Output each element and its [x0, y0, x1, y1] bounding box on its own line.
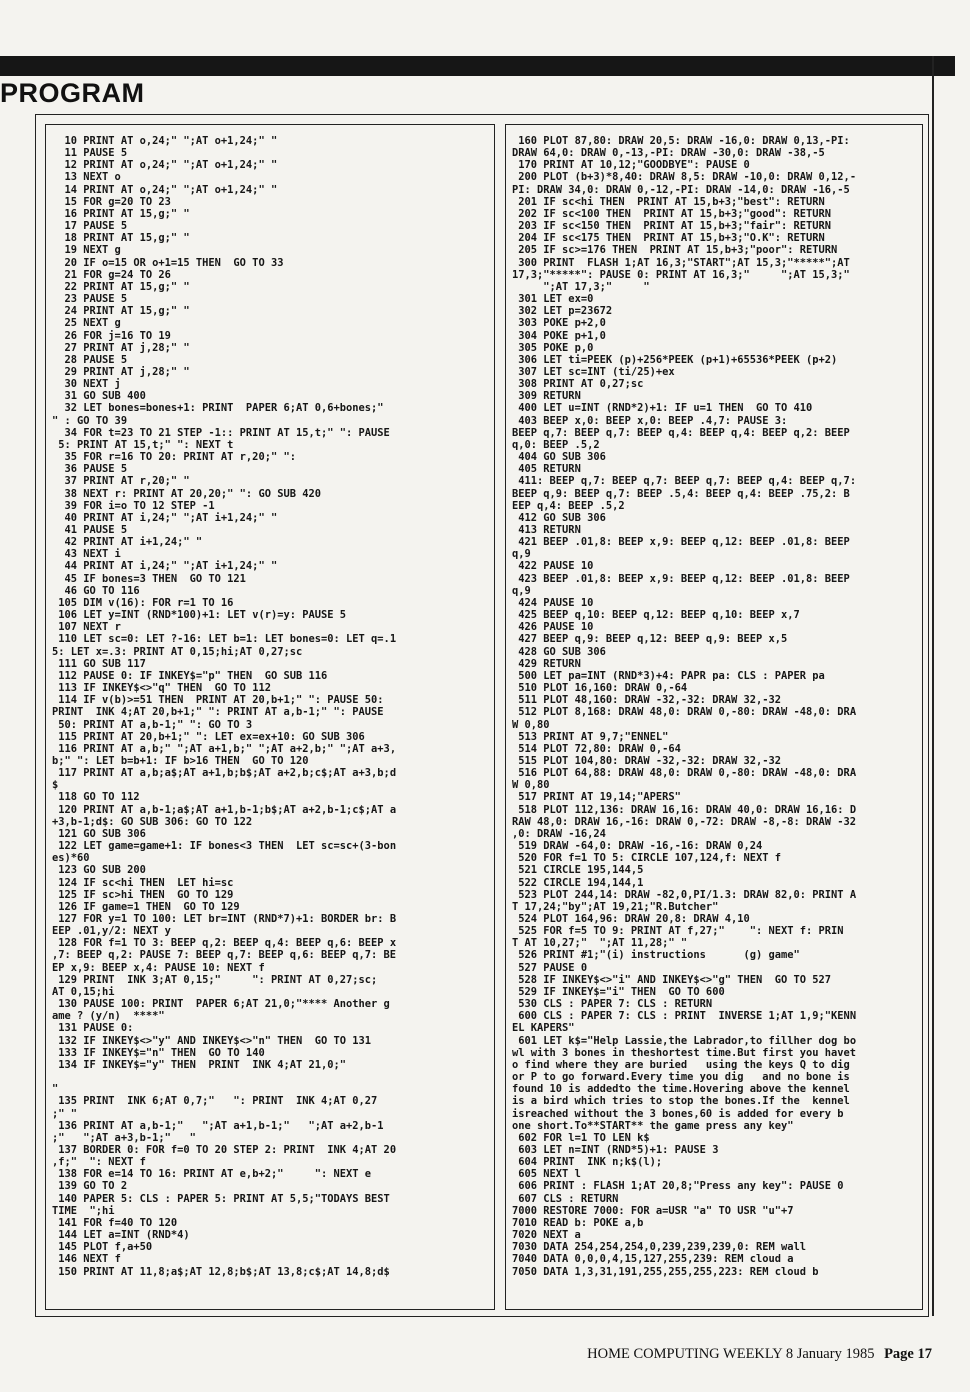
code-line: 204 IF sc<175 THEN PRINT AT 15,b+3;"O.K": RETURN	[512, 232, 825, 245]
code-line: 606 PRINT : FLASH 1;AT 20,8;"Press any key": PAUSE 0	[512, 1180, 844, 1193]
code-line: 421 BEEP .01,8: BEEP x,9: BEEP q,12: BEEP .01,8: BEEP	[512, 536, 850, 549]
code-line: 123 GO SUB 200	[52, 864, 146, 877]
code-line: o find where they are buried using the keys Q to dig	[512, 1058, 850, 1071]
code-line: 527 PAUSE 0	[512, 961, 588, 974]
code-line: 111 GO SUB 117	[52, 657, 146, 670]
code-line: 21 FOR g=24 TO 26	[52, 268, 171, 281]
code-line: 422 PAUSE 10	[512, 560, 594, 573]
code-line: 145 PLOT f,a+50	[52, 1241, 153, 1254]
code-line: 25 NEXT g	[52, 317, 121, 330]
code-line: 307 LET sc=INT (ti/25)+ex	[512, 365, 675, 378]
code-line: W 0,80	[512, 718, 550, 731]
code-line: 132 IF INKEY$<>"y" AND INKEY$<>"n" THEN GO TO 131	[52, 1034, 372, 1047]
code-line: 30 NEXT j	[52, 378, 121, 391]
page-number: Page 17	[884, 1346, 932, 1362]
listing-column-right	[505, 124, 923, 1310]
code-line: 138 FOR e=14 TO 16: PRINT AT e,b+2;" ": NEXT e	[52, 1168, 372, 1181]
code-line: " : GO TO 39	[52, 414, 128, 427]
code-line: AT 0,15;hi	[52, 985, 115, 998]
code-line: 144 LET a=INT (RND*4)	[52, 1229, 190, 1242]
code-line: or P to go forward.Every time you dig and no bone is	[512, 1071, 850, 1084]
code-line: 404 GO SUB 306	[512, 451, 606, 464]
code-line: 160 PLOT 87,80: DRAW 20,5: DRAW -16,0: DRAW 0,13,-PI:	[512, 135, 850, 147]
code-line: 303 POKE p+2,0	[512, 317, 606, 330]
code-line: 525 FOR f=5 TO 9: PRINT AT f,27;" ": NEXT f: PRIN	[512, 925, 844, 938]
code-line: 13 NEXT o	[52, 171, 121, 184]
code-line: 34 FOR t=23 TO 21 STEP -1:: PRINT AT 15,t;" ": PAUSE	[52, 426, 390, 439]
code-line: 607 CLS : RETURN	[512, 1192, 619, 1205]
code-line: 125 IF sc>hi THEN GO TO 129	[52, 888, 234, 901]
code-line: 205 IF sc>=176 THEN PRINT AT 15,b+3;"poor": RETURN	[512, 244, 838, 257]
code-line: 309 RETURN	[512, 390, 581, 403]
code-line: 20 IF o=15 OR o+1=15 THEN GO TO 33	[52, 256, 284, 269]
code-line: 602 FOR l=1 TO LEN k$	[512, 1131, 650, 1144]
code-line: 405 RETURN	[512, 463, 581, 476]
code-line: found 10 is addedto the time.Hovering above the kennel	[512, 1083, 850, 1096]
code-line: 26 FOR j=16 TO 19	[52, 329, 171, 342]
code-line: 50: PRINT AT a,b-1;" ": GO TO 3	[52, 718, 253, 731]
code-line: 518 PLOT 112,136: DRAW 16,16: DRAW 40,0: DRAW 16,16: D	[512, 803, 857, 816]
code-line: 403 BEEP x,0: BEEP x,0: BEEP .4,7: PAUSE 3:	[512, 414, 788, 427]
section-title: PROGRAM	[0, 78, 145, 108]
code-line: 150 PRINT AT 11,8;a$;AT 12,8;b$;AT 13,8;c$;AT 14,8;d$	[52, 1265, 390, 1278]
code-line: 129 PRINT INK 3;AT 0,15;" ": PRINT AT 0,27;sc;	[52, 973, 378, 986]
code-line: 5: LET x=.3: PRINT AT 0,15;hi;AT 0,27;sc	[52, 645, 303, 658]
code-line: 12 PRINT AT o,24;" ";AT o+1,24;" "	[52, 159, 278, 172]
code-line: 46 GO TO 116	[52, 584, 140, 597]
code-line: 44 PRINT AT i,24;" ";AT i+1,24;" "	[52, 560, 278, 573]
code-line: 106 LET y=INT (RND*100)+1: LET v(r)=y: PAUSE 5	[52, 609, 347, 622]
code-line: ,f;" ": NEXT f	[52, 1156, 146, 1169]
code-line: 300 PRINT FLASH 1;AT 16,3;"START";AT 15,3;"*****";AT	[512, 256, 850, 269]
code-line: 27 PRINT AT j,28;" "	[52, 341, 190, 354]
code-line: 134 IF INKEY$="y" THEN PRINT INK 4;AT 21,0;"	[52, 1058, 347, 1071]
code-line: EL KAPERS"	[512, 1022, 575, 1035]
code-line: 122 LET game=game+1: IF bones<3 THEN LET sc=sc+(3-bon	[52, 840, 397, 853]
code-line: 413 RETURN	[512, 524, 581, 536]
code-line: 16 PRINT AT 15,g;" "	[52, 207, 190, 220]
code-line: 15 FOR g=20 TO 23	[52, 195, 171, 208]
code-line: 412 GO SUB 306	[512, 511, 606, 524]
publication-line: HOME COMPUTING WEEKLY 8 January 1985	[587, 1346, 875, 1362]
code-line: ;" "	[52, 1107, 78, 1120]
code-line: DRAW 64,0: DRAW 0,-13,-PI: DRAW -30,0: DRAW -38,-5	[512, 147, 825, 160]
code-line: 117 PRINT AT a,b;a$;AT a+1,b;b$;AT a+2,b;c$;AT a+3,b;d	[52, 767, 397, 780]
code-line: 130 PAUSE 100: PRINT PAPER 6;AT 21,0;"**** Another g	[52, 998, 390, 1011]
code-line: 118 GO TO 112	[52, 791, 140, 804]
code-line: isreached without the 3 bones,60 is added for every b	[512, 1107, 844, 1120]
code-line: 529 IF INKEY$="i" THEN GO TO 600	[512, 985, 725, 998]
code-line: 146 NEXT f	[52, 1253, 121, 1266]
program-listing-right	[512, 135, 918, 1278]
code-line: 23 PAUSE 5	[52, 293, 128, 306]
code-line: 107 NEXT r	[52, 621, 121, 634]
code-line: ame ? (y/n) ****"	[52, 1010, 165, 1023]
code-line: 11 PAUSE 5	[52, 147, 128, 160]
code-line: q,9	[512, 584, 531, 597]
code-line: 105 DIM v(16): FOR r=1 TO 16	[52, 596, 234, 609]
code-line: ;" ";AT a+3,b-1;" "	[52, 1131, 196, 1144]
code-line: es)*60	[52, 852, 90, 865]
code-line: 32 LET bones=bones+1: PRINT PAPER 6;AT 0,6+bones;"	[52, 402, 384, 415]
code-line: EP x,9: BEEP x,4: PAUSE 10: NEXT f	[52, 961, 265, 974]
code-line: 306 LET ti=PEEK (p)+256*PEEK (p+1)+65536*PEEK (p+2)	[512, 353, 838, 366]
code-line: 17 PAUSE 5	[52, 220, 128, 233]
code-line: 515 PLOT 104,80: DRAW -32,-32: DRAW 32,-32	[512, 754, 782, 767]
code-line: 170 PRINT AT 10,12;"GOODBYE": PAUSE 0	[512, 159, 750, 172]
code-line: 140 PAPER 5: CLS : PAPER 5: PRINT AT 5,5;"TODAYS BEST	[52, 1192, 390, 1205]
code-line: 427 BEEP q,9: BEEP q,12: BEEP q,9: BEEP x,5	[512, 633, 788, 646]
code-line: ,0: DRAW -16,24	[512, 827, 606, 840]
code-line: 605 NEXT l	[512, 1168, 581, 1181]
code-line: 423 BEEP .01,8: BEEP x,9: BEEP q,12: BEEP .01,8: BEEP	[512, 572, 850, 585]
code-line: 139 GO TO 2	[52, 1180, 128, 1193]
code-line: 137 BORDER 0: FOR f=0 TO 20 STEP 2: PRINT INK 4;AT 20	[52, 1143, 397, 1156]
code-line: q,0: BEEP .5,2	[512, 438, 600, 451]
code-line: 522 CIRCLE 194,144,1	[512, 876, 644, 889]
code-line: 116 PRINT AT a,b;" ";AT a+1,b;" ";AT a+2,b;" ";AT a+3,	[52, 742, 397, 755]
code-line: 29 PRINT AT j,28;" "	[52, 365, 190, 378]
code-line: 304 POKE p+1,0	[512, 329, 606, 342]
code-line: 301 LET ex=0	[512, 293, 594, 306]
code-line: TIME ";hi	[52, 1204, 115, 1217]
code-line: 202 IF sc<100 THEN PRINT AT 15,b+3;"good": RETURN	[512, 207, 832, 220]
code-line: 524 PLOT 164,96: DRAW 20,8: DRAW 4,10	[512, 913, 750, 925]
code-line: 126 IF game=1 THEN GO TO 129	[52, 900, 240, 913]
code-line: 135 PRINT INK 6;AT 0,7;" ": PRINT INK 4;AT 0,27	[52, 1095, 378, 1108]
code-line: 528 IF INKEY$<>"i" AND INKEY$<>"g" THEN GO TO 527	[512, 973, 832, 986]
code-line: 513 PRINT AT 9,7;"ENNEL"	[512, 730, 669, 743]
code-line: 7030 DATA 254,254,254,0,239,239,239,0: REM wall	[512, 1241, 807, 1254]
code-line: T 17,24;"by";AT 19,21;"R.Butcher"	[512, 900, 719, 913]
code-line: 14 PRINT AT o,24;" ";AT o+1,24;" "	[52, 183, 278, 196]
code-line: 519 DRAW -64,0: DRAW -16,-16: DRAW 0,24	[512, 840, 763, 853]
code-line: 10 PRINT AT o,24;" ";AT o+1,24;" "	[52, 135, 278, 147]
code-line: one short.To**START** the game press any key"	[512, 1119, 794, 1132]
code-line: EEP .01,y/2: NEXT y	[52, 925, 171, 938]
code-line: 512 PLOT 8,168: DRAW 48,0: DRAW 0,-80: DRAW -48,0: DRA	[512, 706, 857, 719]
code-line: 136 PRINT AT a,b-1;" ";AT a+1,b-1;" ";AT a+2,b-1	[52, 1119, 384, 1132]
code-line: 305 POKE p,0	[512, 341, 594, 354]
code-line: 31 GO SUB 400	[52, 390, 146, 403]
code-line: 601 LET k$="Help Lassie,the Labrador,to fillher dog bo	[512, 1034, 857, 1047]
code-line: 36 PAUSE 5	[52, 463, 128, 476]
code-line: 510 PLOT 16,160: DRAW 0,-64	[512, 682, 688, 695]
code-line: 45 IF bones=3 THEN GO TO 121	[52, 572, 246, 585]
code-line: 520 FOR f=1 TO 5: CIRCLE 107,124,f: NEXT f	[512, 852, 782, 865]
page-footer	[587, 1346, 932, 1363]
code-line: 511 PLOT 48,160: DRAW -32,-32: DRAW 32,-32	[512, 694, 782, 707]
code-line: 35 FOR r=16 TO 20: PRINT AT r,20;" ":	[52, 451, 296, 464]
code-line: 17,3;"*****": PAUSE 0: PRINT AT 16,3;" ";AT 15,3;"	[512, 268, 850, 281]
code-line: 517 PRINT AT 19,14;"APERS"	[512, 791, 681, 804]
code-line: 429 RETURN	[512, 657, 581, 670]
code-line: 19 NEXT g	[52, 244, 121, 257]
code-line: 426 PAUSE 10	[512, 621, 594, 634]
code-line: 37 PRINT AT r,20;" "	[52, 475, 190, 488]
code-line: 22 PRINT AT 15,g;" "	[52, 280, 190, 293]
code-line: +3,b-1;d$: GO SUB 306: GO TO 122	[52, 815, 253, 828]
page-rule	[932, 56, 934, 1316]
program-listing-left	[52, 135, 490, 1278]
code-line: ";AT 17,3;" "	[512, 280, 650, 293]
code-line: 308 PRINT AT 0,27;sc	[512, 378, 644, 391]
code-line: 400 LET u=INT (RND*2)+1: IF u=1 THEN GO TO 410	[512, 402, 813, 415]
code-line: 530 CLS : PAPER 7: CLS : RETURN	[512, 998, 713, 1011]
code-line: 604 PRINT INK n;k$(l);	[512, 1156, 663, 1169]
code-line: 28 PAUSE 5	[52, 353, 128, 366]
code-line: 425 BEEP q,10: BEEP q,12: BEEP q,10: BEEP x,7	[512, 609, 800, 622]
listing-column-left	[45, 124, 495, 1310]
code-line: 113 IF INKEY$<>"q" THEN GO TO 112	[52, 682, 271, 695]
code-line: EEP q,4: BEEP .5,2	[512, 499, 625, 512]
code-line: 127 FOR y=1 TO 100: LET br=INT (RND*7)+1: BORDER br: B	[52, 913, 397, 925]
code-line: 131 PAUSE 0:	[52, 1022, 134, 1035]
code-line: 5: PRINT AT 15,t;" ": NEXT t	[52, 438, 234, 451]
code-line: 201 IF sc<hi THEN PRINT AT 15,b+3;"best": RETURN	[512, 195, 825, 208]
code-line: 7040 DATA 0,0,0,4,15,127,255,239: REM cloud a	[512, 1253, 794, 1266]
code-line: "	[52, 1083, 59, 1096]
code-line: wl with 3 bones in theshortest time.But first you havet	[512, 1046, 857, 1059]
code-line: 141 FOR f=40 TO 120	[52, 1216, 178, 1229]
code-line: 24 PRINT AT 15,g;" "	[52, 305, 190, 318]
code-line: 516 PLOT 64,88: DRAW 48,0: DRAW 0,-80: DRAW -48,0: DRA	[512, 767, 857, 780]
code-line: 428 GO SUB 306	[512, 645, 606, 658]
code-line: PI: DRAW 34,0: DRAW 0,-12,-PI: DRAW -14,0: DRAW -16,-5	[512, 183, 850, 196]
code-line: 514 PLOT 72,80: DRAW 0,-64	[512, 742, 681, 755]
code-line: 41 PAUSE 5	[52, 524, 128, 536]
code-line: b;" ": LET b=b+1: IF b>16 THEN GO TO 120	[52, 754, 309, 767]
code-line: 120 PRINT AT a,b-1;a$;AT a+1,b-1;b$;AT a+2,b-1;c$;AT a	[52, 803, 397, 816]
code-line: 112 PAUSE 0: IF INKEY$="p" THEN GO SUB 116	[52, 669, 328, 682]
code-line: 42 PRINT AT i+1,24;" "	[52, 536, 203, 549]
code-line: 43 NEXT i	[52, 548, 121, 561]
code-line: 411: BEEP q,7: BEEP q,7: BEEP q,7: BEEP q,4: BEEP q,7:	[512, 475, 857, 488]
code-line: T AT 10,27;" ";AT 11,28;" "	[512, 937, 688, 950]
code-line: 7020 NEXT a	[512, 1229, 581, 1242]
code-line: 110 LET sc=0: LET ?-16: LET b=1: LET bones=0: LET q=.1	[52, 633, 397, 646]
code-line: 18 PRINT AT 15,g;" "	[52, 232, 190, 245]
code-line: ,7: BEEP q,2: PAUSE 7: BEEP q,7: BEEP q,6: BEEP q,7: BE	[52, 949, 397, 962]
code-line: 39 FOR i=o TO 12 STEP -1	[52, 499, 215, 512]
code-line: PRINT INK 4;AT 20,b+1;" ": PRINT AT a,b-1;" ": PAUSE	[52, 706, 384, 719]
code-line: 133 IF INKEY$="n" THEN GO TO 140	[52, 1046, 265, 1059]
code-line: 600 CLS : PAPER 7: CLS : PRINT INVERSE 1;AT 1,9;"KENN	[512, 1010, 857, 1023]
code-line: 7050 DATA 1,3,31,191,255,255,255,223: REM cloud b	[512, 1265, 819, 1278]
code-line: $	[52, 779, 59, 792]
code-line: 115 PRINT AT 20,b+1;" ": LET ex=ex+10: GO SUB 306	[52, 730, 365, 743]
code-line: RAW 48,0: DRAW 16,-16: DRAW 0,-72: DRAW -8,-8: DRAW -32	[512, 815, 857, 828]
code-line: 523 PLOT 244,14: DRAW -82,0,PI/1.3: DRAW 82,0: PRINT A	[512, 888, 857, 901]
code-line: 124 IF sc<hi THEN LET hi=sc	[52, 876, 234, 889]
code-line: BEEP q,7: BEEP q,7: BEEP q,4: BEEP q,4: BEEP q,2: BEEP	[512, 426, 850, 439]
code-line: 500 LET pa=INT (RND*3)+4: PAPR pa: CLS : PAPER pa	[512, 669, 825, 682]
code-line: q,9	[512, 548, 531, 561]
code-line: BEEP q,9: BEEP q,7: BEEP .5,4: BEEP q,4: BEEP .75,2: B	[512, 487, 850, 500]
code-line: 38 NEXT r: PRINT AT 20,20;" ": GO SUB 420	[52, 487, 321, 500]
code-line: W 0,80	[512, 779, 550, 792]
code-line: 7010 READ b: POKE a,b	[512, 1216, 644, 1229]
code-line: 203 IF sc<150 THEN PRINT AT 15,b+3;"fair": RETURN	[512, 220, 832, 233]
code-line: 121 GO SUB 306	[52, 827, 146, 840]
code-line	[52, 1071, 490, 1083]
code-line: 7000 RESTORE 7000: FOR a=USR "a" TO USR "u"+7	[512, 1204, 794, 1217]
code-line: 424 PAUSE 10	[512, 596, 594, 609]
code-line: 40 PRINT AT i,24;" ";AT i+1,24;" "	[52, 511, 278, 524]
code-line: 526 PRINT #1;"(i) instructions (g) game"	[512, 949, 800, 962]
code-line: 128 FOR f=1 TO 3: BEEP q,2: BEEP q,4: BEEP q,6: BEEP x	[52, 937, 397, 950]
code-line: 200 PLOT (b+3)*8,40: DRAW 8,5: DRAW -10,0: DRAW 0,12,-	[512, 171, 857, 184]
code-line: 302 LET p=23672	[512, 305, 613, 318]
code-line: 603 LET n=INT (RND*5)+1: PAUSE 3	[512, 1143, 719, 1156]
code-line: is a bird which tries to stop the bones.If the kennel	[512, 1095, 850, 1108]
code-line: 114 IF v(b)>=51 THEN PRINT AT 20,b+1;" ": PAUSE 50:	[52, 694, 384, 707]
header-bar	[0, 56, 955, 76]
code-line: 521 CIRCLE 195,144,5	[512, 864, 644, 877]
